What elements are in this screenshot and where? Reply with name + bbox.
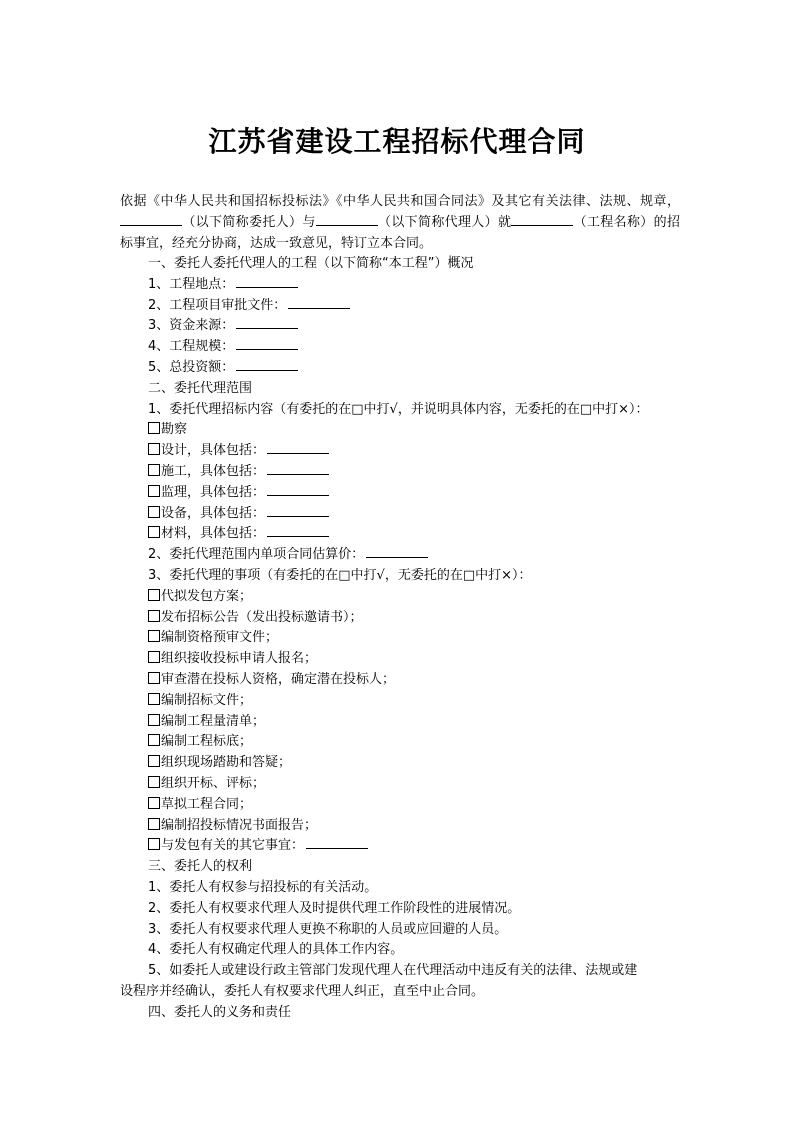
- clause-text: 5、如委托人或建设行政主管部门发现代理人在代理活动中违反有关的法律、法规或建: [148, 963, 638, 979]
- clause-line: [120, 420, 680, 441]
- intro-text-3: （以下简称代理人）就: [377, 215, 512, 230]
- checkbox-square[interactable]: [148, 755, 160, 767]
- clause-text: 5、总投资额：: [148, 359, 235, 375]
- intro-text-4: （工程名称）的招标事宜，经充分协商，达成一致意见，特订立本合同。: [120, 215, 680, 251]
- clause-line: [120, 795, 680, 816]
- clause-text: 代拟发包方案；: [161, 588, 253, 604]
- clause-line: [120, 961, 680, 982]
- clause-text: 2、委托人有权要求代理人及时提供代理工作阶段性的进展情况。: [148, 900, 521, 916]
- fill-in-blank[interactable]: [306, 836, 368, 849]
- clause-text: 施工，具体包括：: [161, 463, 266, 479]
- checkbox-square[interactable]: [148, 464, 160, 476]
- clause-line: [120, 712, 680, 733]
- clause-text: 二、委托代理范围: [148, 380, 253, 396]
- fill-in-blank[interactable]: [267, 462, 329, 475]
- clause-text: 4、工程规模：: [148, 339, 235, 355]
- clause-text: 材料，具体包括：: [161, 526, 266, 542]
- document-title: 江苏省建设工程招标代理合同: [208, 125, 586, 158]
- checkbox-square[interactable]: [148, 818, 160, 830]
- clause-line: [120, 524, 680, 545]
- clause-line: [120, 1003, 680, 1024]
- checkbox-square[interactable]: [148, 734, 160, 746]
- intro-text-2: （以下简称委托人）与: [182, 215, 316, 230]
- clause-line: [120, 545, 680, 566]
- clause-line: [120, 504, 680, 525]
- clause-line: [120, 462, 680, 483]
- clause-text: 设程序并经确认，委托人有权要求代理人纠正，直至中止合同。: [120, 983, 485, 999]
- clause-line: [120, 753, 680, 774]
- clause-line: [120, 316, 680, 337]
- clause-line: [120, 670, 680, 691]
- clause-text: 发布招标公告（发出投标邀请书）；: [161, 609, 363, 625]
- clause-text: 4、委托人有权确定代理人的具体工作内容。: [148, 942, 404, 958]
- fill-in-blank[interactable]: [267, 504, 329, 517]
- clause-text: 设备，具体包括：: [161, 505, 266, 521]
- intro-paragraph: [120, 191, 680, 254]
- contract-clauses: [120, 254, 680, 1023]
- clause-text: 1、委托代理招标内容（有委托的在□中打√，并说明具体内容，无委托的在□中打×）：: [148, 401, 649, 417]
- checkbox-square[interactable]: [148, 630, 160, 642]
- checkbox-square[interactable]: [148, 651, 160, 663]
- clause-line: [120, 358, 680, 379]
- clause-line: [120, 483, 680, 504]
- clause-text: 三、委托人的权利: [148, 859, 253, 875]
- checkbox-square[interactable]: [148, 714, 160, 726]
- blank-line: [120, 212, 182, 226]
- fill-in-blank[interactable]: [236, 337, 298, 350]
- clause-text: 1、工程地点：: [148, 276, 235, 292]
- blank-line: [511, 212, 573, 226]
- clause-text: 审查潜在投标人资格，确定潜在投标人；: [161, 671, 396, 687]
- clause-line: [120, 899, 680, 920]
- clause-text: 1、委托人有权参与招投标的有关活动。: [148, 879, 378, 895]
- checkbox-square[interactable]: [148, 526, 160, 538]
- checkbox-square[interactable]: [148, 776, 160, 788]
- fill-in-blank[interactable]: [236, 275, 298, 288]
- fill-in-blank[interactable]: [366, 545, 428, 558]
- checkbox-square[interactable]: [148, 422, 160, 434]
- clause-text: 编制招投标情况书面报告；: [161, 817, 318, 833]
- fill-in-blank[interactable]: [267, 524, 329, 537]
- checkbox-square[interactable]: [148, 485, 160, 497]
- clause-text: 编制招标文件；: [161, 692, 253, 708]
- clause-line: [120, 587, 680, 608]
- clause-line: [120, 628, 680, 649]
- clause-text: 设计，具体包括：: [161, 443, 266, 459]
- clause-text: 一、委托人委托代理人的工程（以下简称“本工程”）概况: [148, 256, 474, 271]
- clause-text: 与发包有关的其它事宜：: [161, 838, 305, 854]
- clause-text: 监理，具体包括：: [161, 484, 266, 500]
- fill-in-blank[interactable]: [288, 296, 350, 309]
- checkbox-square[interactable]: [148, 672, 160, 684]
- clause-line: [120, 254, 680, 275]
- checkbox-square[interactable]: [148, 610, 160, 622]
- clause-text: 2、工程项目审批文件：: [148, 297, 287, 313]
- clause-text: 编制工程标底；: [161, 734, 253, 750]
- clause-text: 组织现场踏勘和答疑；: [161, 755, 292, 771]
- fill-in-blank[interactable]: [267, 441, 329, 454]
- checkbox-square[interactable]: [148, 506, 160, 518]
- clause-line: [120, 337, 680, 358]
- clause-line: [120, 441, 680, 462]
- clause-text: 编制资格预审文件；: [161, 630, 279, 646]
- clause-line: [120, 836, 680, 857]
- clause-line: [120, 275, 680, 296]
- clause-text: 3、委托代理的事项（有委托的在□中打√，无委托的在□中打×）：: [148, 567, 532, 583]
- checkbox-square[interactable]: [148, 797, 160, 809]
- clause-line: [120, 379, 680, 400]
- clause-text: 组织接收投标申请人报名；: [161, 651, 318, 667]
- clause-text: 3、资金来源：: [148, 318, 235, 334]
- clause-line: [120, 857, 680, 878]
- clause-line: [120, 920, 680, 941]
- clause-text: 2、委托代理范围内单项合同估算价：: [148, 547, 365, 563]
- clause-line: [120, 400, 680, 421]
- fill-in-blank[interactable]: [236, 316, 298, 329]
- checkbox-square[interactable]: [148, 838, 160, 850]
- clause-line: [120, 732, 680, 753]
- checkbox-square[interactable]: [148, 693, 160, 705]
- clause-text: 组织开标、评标；: [161, 775, 266, 791]
- clause-line: [120, 649, 680, 670]
- fill-in-blank[interactable]: [236, 358, 298, 371]
- clause-line: [120, 608, 680, 629]
- clause-line: [120, 816, 680, 837]
- intro-text-1: 依据《中华人民共和国招标投标法》《中华人民共和国合同法》及其它有关法律、法规、规章，: [120, 194, 680, 209]
- clause-text: 3、委托人有权要求代理人更换不称职的人员或应回避的人员。: [148, 921, 508, 937]
- clause-line: [120, 940, 680, 961]
- clause-text: 编制工程量清单；: [161, 713, 266, 729]
- fill-in-blank[interactable]: [267, 483, 329, 496]
- checkbox-square[interactable]: [148, 443, 160, 455]
- clause-text: 勘察: [161, 422, 188, 438]
- checkbox-square[interactable]: [148, 589, 160, 601]
- clause-line: [120, 982, 680, 1003]
- clause-text: 草拟工程合同；: [161, 796, 253, 812]
- clause-line: [120, 691, 680, 712]
- clause-line: [120, 878, 680, 899]
- clause-line: [120, 774, 680, 795]
- clause-line: [120, 566, 680, 587]
- blank-line: [316, 212, 378, 226]
- clause-line: [120, 296, 680, 317]
- clause-text: 四、委托人的义务和责任: [148, 1004, 292, 1020]
